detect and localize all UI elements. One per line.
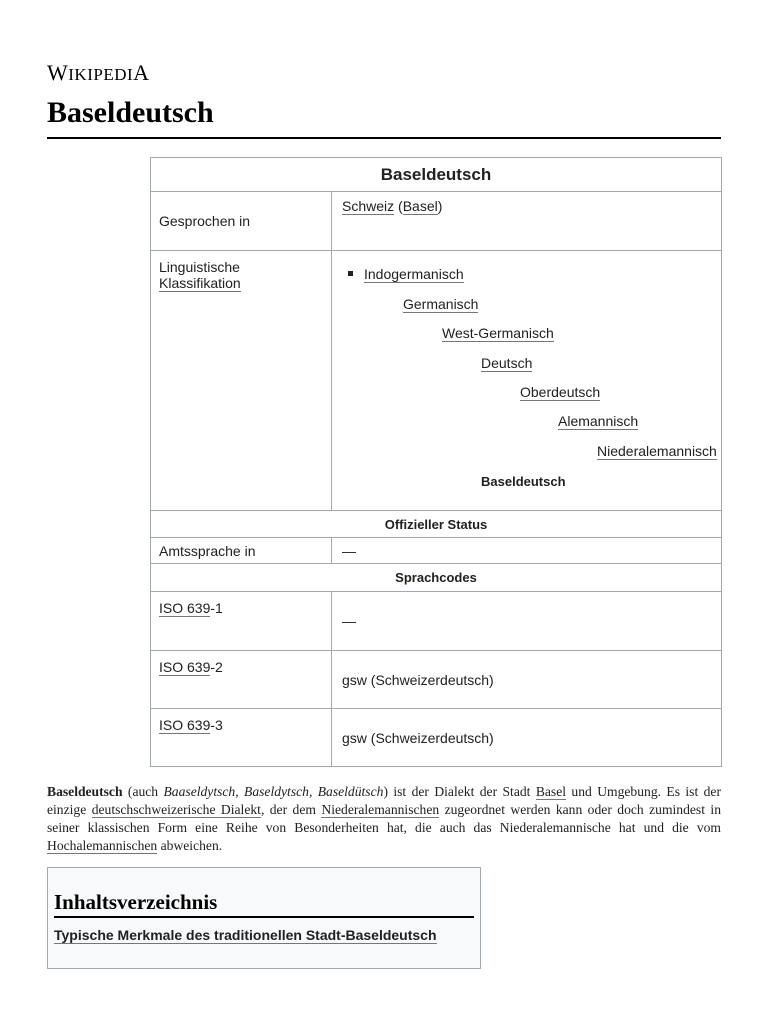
class-indogermanisch[interactable]: Indogermanisch (364, 266, 464, 282)
official-language-label: Amtssprache in (151, 538, 332, 564)
intro-text: und Umgebung. Es ist der einzige (47, 784, 721, 817)
link-iso639-3[interactable]: ISO 639 (159, 717, 211, 733)
bullet-icon (348, 271, 353, 276)
intro-text: , der dem (260, 802, 322, 817)
link-iso639-2[interactable]: ISO 639 (159, 659, 211, 675)
iso3-suffix: -3 (210, 717, 223, 733)
link-schweiz[interactable]: Schweiz (342, 198, 395, 214)
official-language-value: — (332, 538, 722, 564)
infobox-title: Baseldeutsch (151, 158, 722, 192)
class-west-germanisch[interactable]: West-Germanisch (442, 325, 554, 341)
iso1-suffix: -1 (210, 600, 223, 616)
intro-bold-term: Baseldeutsch (47, 784, 123, 799)
classification-label (151, 251, 332, 511)
class-niederalemannisch[interactable]: Niederalemannisch (597, 443, 717, 459)
intro-paragraph (47, 783, 721, 855)
class-current: Baseldeutsch (481, 474, 566, 489)
infobox (150, 157, 722, 767)
intro-text: ) ist der Dialekt der Stadt (383, 784, 536, 799)
intro-text: zugeordnet werden kann oder doch zumindest in seiner klassischen Form eine Reihe von Besonderheiten hat, die auch das Niederalemannische hat und die vom (47, 802, 721, 835)
iso2-suffix: -2 (210, 659, 223, 675)
iso3-value: gsw (Schweizerdeutsch) (332, 709, 722, 767)
link-hochalemannischen[interactable]: Hochalemannischen (47, 838, 158, 853)
language-codes-header: Sprachcodes (151, 564, 722, 592)
toc-item[interactable]: Typische Merkmale des traditionellen Stadt-Baseldeutsch (54, 927, 437, 943)
table-of-contents (47, 867, 481, 969)
spoken-in-value (332, 192, 722, 251)
link-niederalemannischen[interactable]: Niederalemannischen (321, 802, 440, 817)
intro-alt-names: Baaseldytsch, Baseldytsch, Baseldütsch (163, 784, 384, 799)
iso2-value: gsw (Schweizerdeutsch) (332, 651, 722, 709)
classification-label-line1: Linguistische (159, 259, 240, 275)
iso3-label (151, 709, 332, 767)
class-deutsch[interactable]: Deutsch (481, 355, 533, 371)
class-oberdeutsch[interactable]: Oberdeutsch (520, 384, 601, 400)
wikipedia-wordmark[interactable]: WIKIPEDIA (47, 60, 150, 85)
title-divider (47, 137, 721, 139)
class-germanisch[interactable]: Germanisch (403, 296, 479, 312)
intro-text: (auch (122, 784, 164, 799)
iso1-label (151, 592, 332, 651)
official-status-header: Offizieller Status (151, 511, 722, 538)
link-basel-city[interactable]: Basel (535, 784, 567, 799)
link-deutschschweizerische-dialekt[interactable]: deutschschweizerische Dialekt (91, 802, 261, 817)
classification-tree (332, 251, 722, 511)
paren-open: ( (394, 198, 403, 214)
toc-title: Inhaltsverzeichnis (54, 890, 474, 918)
intro-text: abweichen. (157, 838, 223, 853)
class-alemannisch[interactable]: Alemannisch (558, 413, 639, 429)
spoken-in-label: Gesprochen in (151, 192, 332, 251)
link-iso639[interactable]: ISO 639 (159, 600, 211, 616)
page-title: Baseldeutsch (47, 96, 214, 129)
link-klassifikation[interactable]: Klassifikation (159, 275, 241, 291)
link-basel[interactable]: Basel (402, 198, 438, 214)
paren-close: ) (437, 198, 443, 214)
iso2-label (151, 651, 332, 709)
iso1-value: — (332, 592, 722, 651)
